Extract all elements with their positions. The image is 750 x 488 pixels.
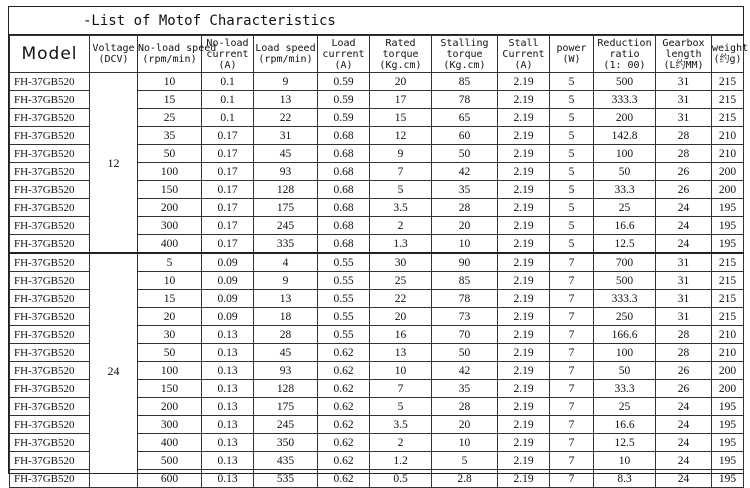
cell-power: 5 (550, 109, 594, 127)
cell-stall-current: 2.19 (498, 272, 550, 290)
cell-no-load-speed: 15 (138, 290, 202, 308)
cell-weight: 195 (712, 235, 744, 254)
motor-characteristics-table (9, 35, 749, 488)
characteristics-sheet (8, 6, 749, 485)
cell-no-load-speed: 30 (138, 326, 202, 344)
header-rated-torque: Rated torque (Kg.cm) (370, 36, 432, 73)
cell-load-speed: 175 (254, 398, 318, 416)
cell-stalling-torque: 78 (432, 290, 498, 308)
cell-weight: 195 (712, 470, 744, 488)
cell-rated-torque: 0.5 (370, 470, 432, 488)
cell-load-speed: 335 (254, 235, 318, 254)
cell-no-load-speed: 200 (138, 398, 202, 416)
cell-no-load-current: 0.17 (202, 217, 254, 235)
cell-stall-current: 2.19 (498, 127, 550, 145)
cell-gearbox-length: 28 (656, 344, 712, 362)
cell-no-load-current: 0.13 (202, 434, 254, 452)
cell-reduction-ratio: 142.8 (594, 127, 656, 145)
cell-reduction-ratio: 100 (594, 344, 656, 362)
cell-gearbox-length: 28 (656, 326, 712, 344)
cell-stalling-torque: 5 (432, 452, 498, 470)
cell-model: FH-37GB520 (10, 362, 90, 380)
cell-stalling-torque: 2.8 (432, 470, 498, 488)
cell-reduction-ratio: 333.3 (594, 91, 656, 109)
cell-load-current: 0.62 (318, 452, 370, 470)
cell-stalling-torque: 90 (432, 253, 498, 272)
cell-power: 7 (550, 398, 594, 416)
cell-no-load-current: 0.1 (202, 91, 254, 109)
cell-stall-current: 2.19 (498, 362, 550, 380)
cell-reduction-ratio: 8.3 (594, 470, 656, 488)
cell-load-current: 0.62 (318, 470, 370, 488)
cell-power: 7 (550, 308, 594, 326)
cell-load-speed: 22 (254, 109, 318, 127)
cell-stall-current: 2.19 (498, 470, 550, 488)
cell-no-load-current: 0.17 (202, 145, 254, 163)
cell-power: 7 (550, 452, 594, 470)
cell-weight: 215 (712, 253, 744, 272)
cell-model: FH-37GB520 (10, 181, 90, 199)
cell-gearbox-length: 28 (656, 127, 712, 145)
cell-power: 7 (550, 290, 594, 308)
cell-reduction-ratio: 500 (594, 272, 656, 290)
cell-stall-current: 2.19 (498, 308, 550, 326)
cell-reduction-ratio: 100 (594, 145, 656, 163)
cell-no-load-speed: 400 (138, 235, 202, 254)
cell-model: FH-37GB520 (10, 127, 90, 145)
cell-reduction-ratio: 33.3 (594, 181, 656, 199)
cell-load-current: 0.59 (318, 91, 370, 109)
cell-gearbox-length: 24 (656, 398, 712, 416)
cell-stalling-torque: 10 (432, 434, 498, 452)
cell-load-speed: 45 (254, 145, 318, 163)
cell-power: 7 (550, 272, 594, 290)
cell-no-load-current: 0.09 (202, 308, 254, 326)
cell-gearbox-length: 28 (656, 145, 712, 163)
cell-rated-torque: 2 (370, 217, 432, 235)
cell-weight: 215 (712, 290, 744, 308)
cell-gearbox-length: 24 (656, 434, 712, 452)
cell-no-load-current: 0.09 (202, 290, 254, 308)
cell-model: FH-37GB520 (10, 272, 90, 290)
cell-reduction-ratio: 200 (594, 109, 656, 127)
cell-no-load-speed: 10 (138, 73, 202, 91)
cell-no-load-current: 0.1 (202, 109, 254, 127)
cell-weight: 210 (712, 127, 744, 145)
cell-weight: 215 (712, 272, 744, 290)
cell-no-load-current: 0.13 (202, 398, 254, 416)
cell-model: FH-37GB520 (10, 163, 90, 181)
cell-no-load-speed: 35 (138, 127, 202, 145)
cell-no-load-speed: 50 (138, 344, 202, 362)
cell-model: FH-37GB520 (10, 470, 90, 488)
cell-stalling-torque: 35 (432, 380, 498, 398)
cell-model: FH-37GB520 (10, 235, 90, 254)
cell-weight: 210 (712, 326, 744, 344)
cell-no-load-current: 0.09 (202, 272, 254, 290)
cell-reduction-ratio: 12.5 (594, 235, 656, 254)
cell-load-speed: 350 (254, 434, 318, 452)
cell-load-current: 0.68 (318, 145, 370, 163)
cell-load-speed: 13 (254, 290, 318, 308)
cell-no-load-speed: 200 (138, 199, 202, 217)
table-row (10, 253, 744, 272)
cell-load-current: 0.62 (318, 416, 370, 434)
cell-no-load-current: 0.13 (202, 416, 254, 434)
header-load-current: Load current (A) (318, 36, 370, 73)
cell-stall-current: 2.19 (498, 217, 550, 235)
cell-model: FH-37GB520 (10, 217, 90, 235)
cell-voltage: 24 (90, 253, 138, 488)
cell-stalling-torque: 85 (432, 73, 498, 91)
cell-no-load-speed: 50 (138, 145, 202, 163)
table-body (10, 73, 744, 488)
cell-power: 7 (550, 362, 594, 380)
cell-load-speed: 128 (254, 380, 318, 398)
cell-model: FH-37GB520 (10, 145, 90, 163)
cell-power: 5 (550, 91, 594, 109)
cell-rated-torque: 1.2 (370, 452, 432, 470)
cell-stall-current: 2.19 (498, 145, 550, 163)
cell-gearbox-length: 24 (656, 452, 712, 470)
header-no-load-current: No-load current (A) (202, 36, 254, 73)
cell-power: 7 (550, 380, 594, 398)
cell-rated-torque: 25 (370, 272, 432, 290)
cell-weight: 215 (712, 73, 744, 91)
header-row (10, 36, 744, 73)
cell-load-speed: 535 (254, 470, 318, 488)
cell-power: 7 (550, 416, 594, 434)
cell-stall-current: 2.19 (498, 434, 550, 452)
cell-gearbox-length: 26 (656, 380, 712, 398)
cell-no-load-speed: 500 (138, 452, 202, 470)
cell-load-current: 0.55 (318, 290, 370, 308)
cell-load-speed: 45 (254, 344, 318, 362)
cell-power: 5 (550, 217, 594, 235)
cell-reduction-ratio: 50 (594, 163, 656, 181)
cell-gearbox-length: 26 (656, 181, 712, 199)
cell-power: 5 (550, 163, 594, 181)
cell-rated-torque: 16 (370, 326, 432, 344)
cell-load-speed: 13 (254, 91, 318, 109)
cell-no-load-speed: 300 (138, 416, 202, 434)
cell-stalling-torque: 78 (432, 91, 498, 109)
cell-stalling-torque: 65 (432, 109, 498, 127)
cell-model: FH-37GB520 (10, 199, 90, 217)
cell-rated-torque: 7 (370, 380, 432, 398)
cell-model: FH-37GB520 (10, 73, 90, 91)
cell-no-load-current: 0.13 (202, 452, 254, 470)
cell-stalling-torque: 20 (432, 416, 498, 434)
cell-load-current: 0.68 (318, 181, 370, 199)
cell-no-load-current: 0.17 (202, 163, 254, 181)
cell-reduction-ratio: 700 (594, 253, 656, 272)
cell-stalling-torque: 50 (432, 344, 498, 362)
cell-gearbox-length: 24 (656, 470, 712, 488)
cell-stalling-torque: 35 (432, 181, 498, 199)
cell-rated-torque: 10 (370, 362, 432, 380)
cell-gearbox-length: 31 (656, 73, 712, 91)
cell-load-current: 0.68 (318, 127, 370, 145)
cell-load-current: 0.62 (318, 434, 370, 452)
cell-model: FH-37GB520 (10, 308, 90, 326)
cell-gearbox-length: 24 (656, 416, 712, 434)
cell-stall-current: 2.19 (498, 235, 550, 254)
cell-model: FH-37GB520 (10, 109, 90, 127)
cell-model: FH-37GB520 (10, 290, 90, 308)
cell-no-load-speed: 15 (138, 91, 202, 109)
cell-rated-torque: 13 (370, 344, 432, 362)
cell-no-load-speed: 150 (138, 380, 202, 398)
cell-reduction-ratio: 250 (594, 308, 656, 326)
cell-load-current: 0.62 (318, 398, 370, 416)
cell-stalling-torque: 28 (432, 199, 498, 217)
cell-rated-torque: 9 (370, 145, 432, 163)
header-stalling-torque: Stalling torque (Kg.cm) (432, 36, 498, 73)
cell-load-current: 0.55 (318, 326, 370, 344)
cell-load-speed: 9 (254, 272, 318, 290)
cell-load-speed: 9 (254, 73, 318, 91)
cell-load-speed: 93 (254, 163, 318, 181)
cell-weight: 200 (712, 362, 744, 380)
cell-weight: 195 (712, 199, 744, 217)
cell-load-current: 0.59 (318, 109, 370, 127)
cell-reduction-ratio: 10 (594, 452, 656, 470)
cell-model: FH-37GB520 (10, 380, 90, 398)
cell-gearbox-length: 31 (656, 308, 712, 326)
cell-load-speed: 435 (254, 452, 318, 470)
header-power: power (W) (550, 36, 594, 73)
cell-load-current: 0.55 (318, 272, 370, 290)
cell-reduction-ratio: 166.6 (594, 326, 656, 344)
cell-stall-current: 2.19 (498, 380, 550, 398)
cell-rated-torque: 3.5 (370, 416, 432, 434)
cell-load-speed: 245 (254, 217, 318, 235)
cell-gearbox-length: 31 (656, 272, 712, 290)
cell-stall-current: 2.19 (498, 91, 550, 109)
cell-load-current: 0.68 (318, 235, 370, 254)
cell-stalling-torque: 42 (432, 163, 498, 181)
cell-no-load-current: 0.09 (202, 253, 254, 272)
cell-weight: 200 (712, 380, 744, 398)
cell-reduction-ratio: 25 (594, 398, 656, 416)
cell-load-current: 0.62 (318, 362, 370, 380)
cell-weight: 210 (712, 145, 744, 163)
cell-weight: 195 (712, 452, 744, 470)
cell-rated-torque: 17 (370, 91, 432, 109)
header-weight: weight (约g) (712, 36, 744, 73)
cell-stalling-torque: 73 (432, 308, 498, 326)
cell-reduction-ratio: 500 (594, 73, 656, 91)
header-load-speed: Load speed (rpm/min) (254, 36, 318, 73)
cell-gearbox-length: 24 (656, 235, 712, 254)
cell-stall-current: 2.19 (498, 398, 550, 416)
cell-no-load-speed: 400 (138, 434, 202, 452)
cell-weight: 215 (712, 109, 744, 127)
cell-model: FH-37GB520 (10, 398, 90, 416)
header-voltage: Voltage (DCV) (90, 36, 138, 73)
cell-reduction-ratio: 16.6 (594, 217, 656, 235)
cell-gearbox-length: 31 (656, 109, 712, 127)
cell-stall-current: 2.19 (498, 109, 550, 127)
cell-rated-torque: 12 (370, 127, 432, 145)
cell-power: 5 (550, 181, 594, 199)
cell-no-load-current: 0.13 (202, 326, 254, 344)
cell-load-speed: 128 (254, 181, 318, 199)
cell-no-load-speed: 150 (138, 181, 202, 199)
cell-reduction-ratio: 25 (594, 199, 656, 217)
cell-gearbox-length: 26 (656, 163, 712, 181)
cell-no-load-speed: 100 (138, 362, 202, 380)
cell-stall-current: 2.19 (498, 326, 550, 344)
cell-no-load-current: 0.17 (202, 199, 254, 217)
cell-stall-current: 2.19 (498, 416, 550, 434)
cell-weight: 200 (712, 181, 744, 199)
cell-gearbox-length: 26 (656, 362, 712, 380)
cell-load-current: 0.59 (318, 73, 370, 91)
cell-no-load-current: 0.13 (202, 380, 254, 398)
cell-gearbox-length: 31 (656, 91, 712, 109)
cell-power: 5 (550, 127, 594, 145)
cell-rated-torque: 7 (370, 163, 432, 181)
cell-load-speed: 93 (254, 362, 318, 380)
cell-load-speed: 18 (254, 308, 318, 326)
cell-model: FH-37GB520 (10, 434, 90, 452)
cell-reduction-ratio: 50 (594, 362, 656, 380)
cell-stalling-torque: 70 (432, 326, 498, 344)
cell-stalling-torque: 20 (432, 217, 498, 235)
cell-power: 5 (550, 145, 594, 163)
header-stall-current: Stall Current (A) (498, 36, 550, 73)
header-reduction-ratio: Reduction ratio (1: 00) (594, 36, 656, 73)
cell-no-load-current: 0.1 (202, 73, 254, 91)
cell-weight: 195 (712, 217, 744, 235)
cell-load-current: 0.68 (318, 163, 370, 181)
cell-no-load-current: 0.17 (202, 181, 254, 199)
cell-no-load-speed: 600 (138, 470, 202, 488)
cell-stall-current: 2.19 (498, 73, 550, 91)
cell-weight: 195 (712, 434, 744, 452)
cell-stalling-torque: 10 (432, 235, 498, 254)
cell-power: 7 (550, 434, 594, 452)
cell-reduction-ratio: 16.6 (594, 416, 656, 434)
table-row (10, 73, 744, 91)
cell-model: FH-37GB520 (10, 91, 90, 109)
cell-weight: 215 (712, 91, 744, 109)
cell-voltage: 12 (90, 73, 138, 254)
cell-stalling-torque: 85 (432, 272, 498, 290)
cell-load-current: 0.62 (318, 380, 370, 398)
cell-reduction-ratio: 33.3 (594, 380, 656, 398)
cell-power: 5 (550, 73, 594, 91)
cell-load-speed: 28 (254, 326, 318, 344)
cell-model: FH-37GB520 (10, 344, 90, 362)
header-gearbox-length: Gearbox length (L约MM) (656, 36, 712, 73)
cell-power: 7 (550, 253, 594, 272)
cell-gearbox-length: 31 (656, 290, 712, 308)
cell-rated-torque: 30 (370, 253, 432, 272)
cell-load-current: 0.68 (318, 217, 370, 235)
cell-load-speed: 175 (254, 199, 318, 217)
cell-no-load-speed: 20 (138, 308, 202, 326)
cell-stall-current: 2.19 (498, 344, 550, 362)
cell-stall-current: 2.19 (498, 253, 550, 272)
cell-rated-torque: 5 (370, 181, 432, 199)
header-no-load-speed: No-load speed (rpm/min) (138, 36, 202, 73)
cell-weight: 210 (712, 344, 744, 362)
cell-no-load-speed: 10 (138, 272, 202, 290)
cell-no-load-current: 0.17 (202, 235, 254, 254)
header-model: Model (10, 36, 90, 73)
cell-load-current: 0.55 (318, 253, 370, 272)
cell-reduction-ratio: 333.3 (594, 290, 656, 308)
cell-rated-torque: 22 (370, 290, 432, 308)
cell-no-load-speed: 100 (138, 163, 202, 181)
cell-load-current: 0.68 (318, 199, 370, 217)
cell-stall-current: 2.19 (498, 181, 550, 199)
cell-model: FH-37GB520 (10, 416, 90, 434)
cell-weight: 215 (712, 308, 744, 326)
cell-rated-torque: 5 (370, 398, 432, 416)
cell-no-load-current: 0.13 (202, 470, 254, 488)
cell-no-load-speed: 25 (138, 109, 202, 127)
cell-stalling-torque: 42 (432, 362, 498, 380)
cell-stall-current: 2.19 (498, 163, 550, 181)
cell-model: FH-37GB520 (10, 326, 90, 344)
cell-weight: 195 (712, 398, 744, 416)
cell-power: 7 (550, 344, 594, 362)
cell-load-speed: 4 (254, 253, 318, 272)
cell-stalling-torque: 50 (432, 145, 498, 163)
cell-rated-torque: 20 (370, 73, 432, 91)
cell-stall-current: 2.19 (498, 199, 550, 217)
cell-no-load-speed: 300 (138, 217, 202, 235)
cell-gearbox-length: 31 (656, 253, 712, 272)
cell-power: 5 (550, 235, 594, 254)
cell-load-speed: 245 (254, 416, 318, 434)
cell-model: FH-37GB520 (10, 253, 90, 272)
page-title: -List of Motof Characteristics (9, 7, 743, 35)
cell-stalling-torque: 28 (432, 398, 498, 416)
cell-no-load-current: 0.13 (202, 362, 254, 380)
cell-no-load-current: 0.17 (202, 127, 254, 145)
cell-weight: 195 (712, 416, 744, 434)
cell-load-current: 0.62 (318, 344, 370, 362)
cell-rated-torque: 2 (370, 434, 432, 452)
cell-power: 5 (550, 199, 594, 217)
cell-gearbox-length: 24 (656, 217, 712, 235)
cell-no-load-current: 0.13 (202, 344, 254, 362)
cell-rated-torque: 15 (370, 109, 432, 127)
cell-stall-current: 2.19 (498, 452, 550, 470)
cell-rated-torque: 3.5 (370, 199, 432, 217)
cell-no-load-speed: 5 (138, 253, 202, 272)
cell-load-speed: 31 (254, 127, 318, 145)
cell-rated-torque: 20 (370, 308, 432, 326)
cell-model: FH-37GB520 (10, 452, 90, 470)
cell-reduction-ratio: 12.5 (594, 434, 656, 452)
cell-power: 7 (550, 470, 594, 488)
cell-stall-current: 2.19 (498, 290, 550, 308)
cell-power: 7 (550, 326, 594, 344)
cell-stalling-torque: 60 (432, 127, 498, 145)
cell-rated-torque: 1.3 (370, 235, 432, 254)
cell-gearbox-length: 24 (656, 199, 712, 217)
cell-weight: 200 (712, 163, 744, 181)
cell-load-current: 0.55 (318, 308, 370, 326)
